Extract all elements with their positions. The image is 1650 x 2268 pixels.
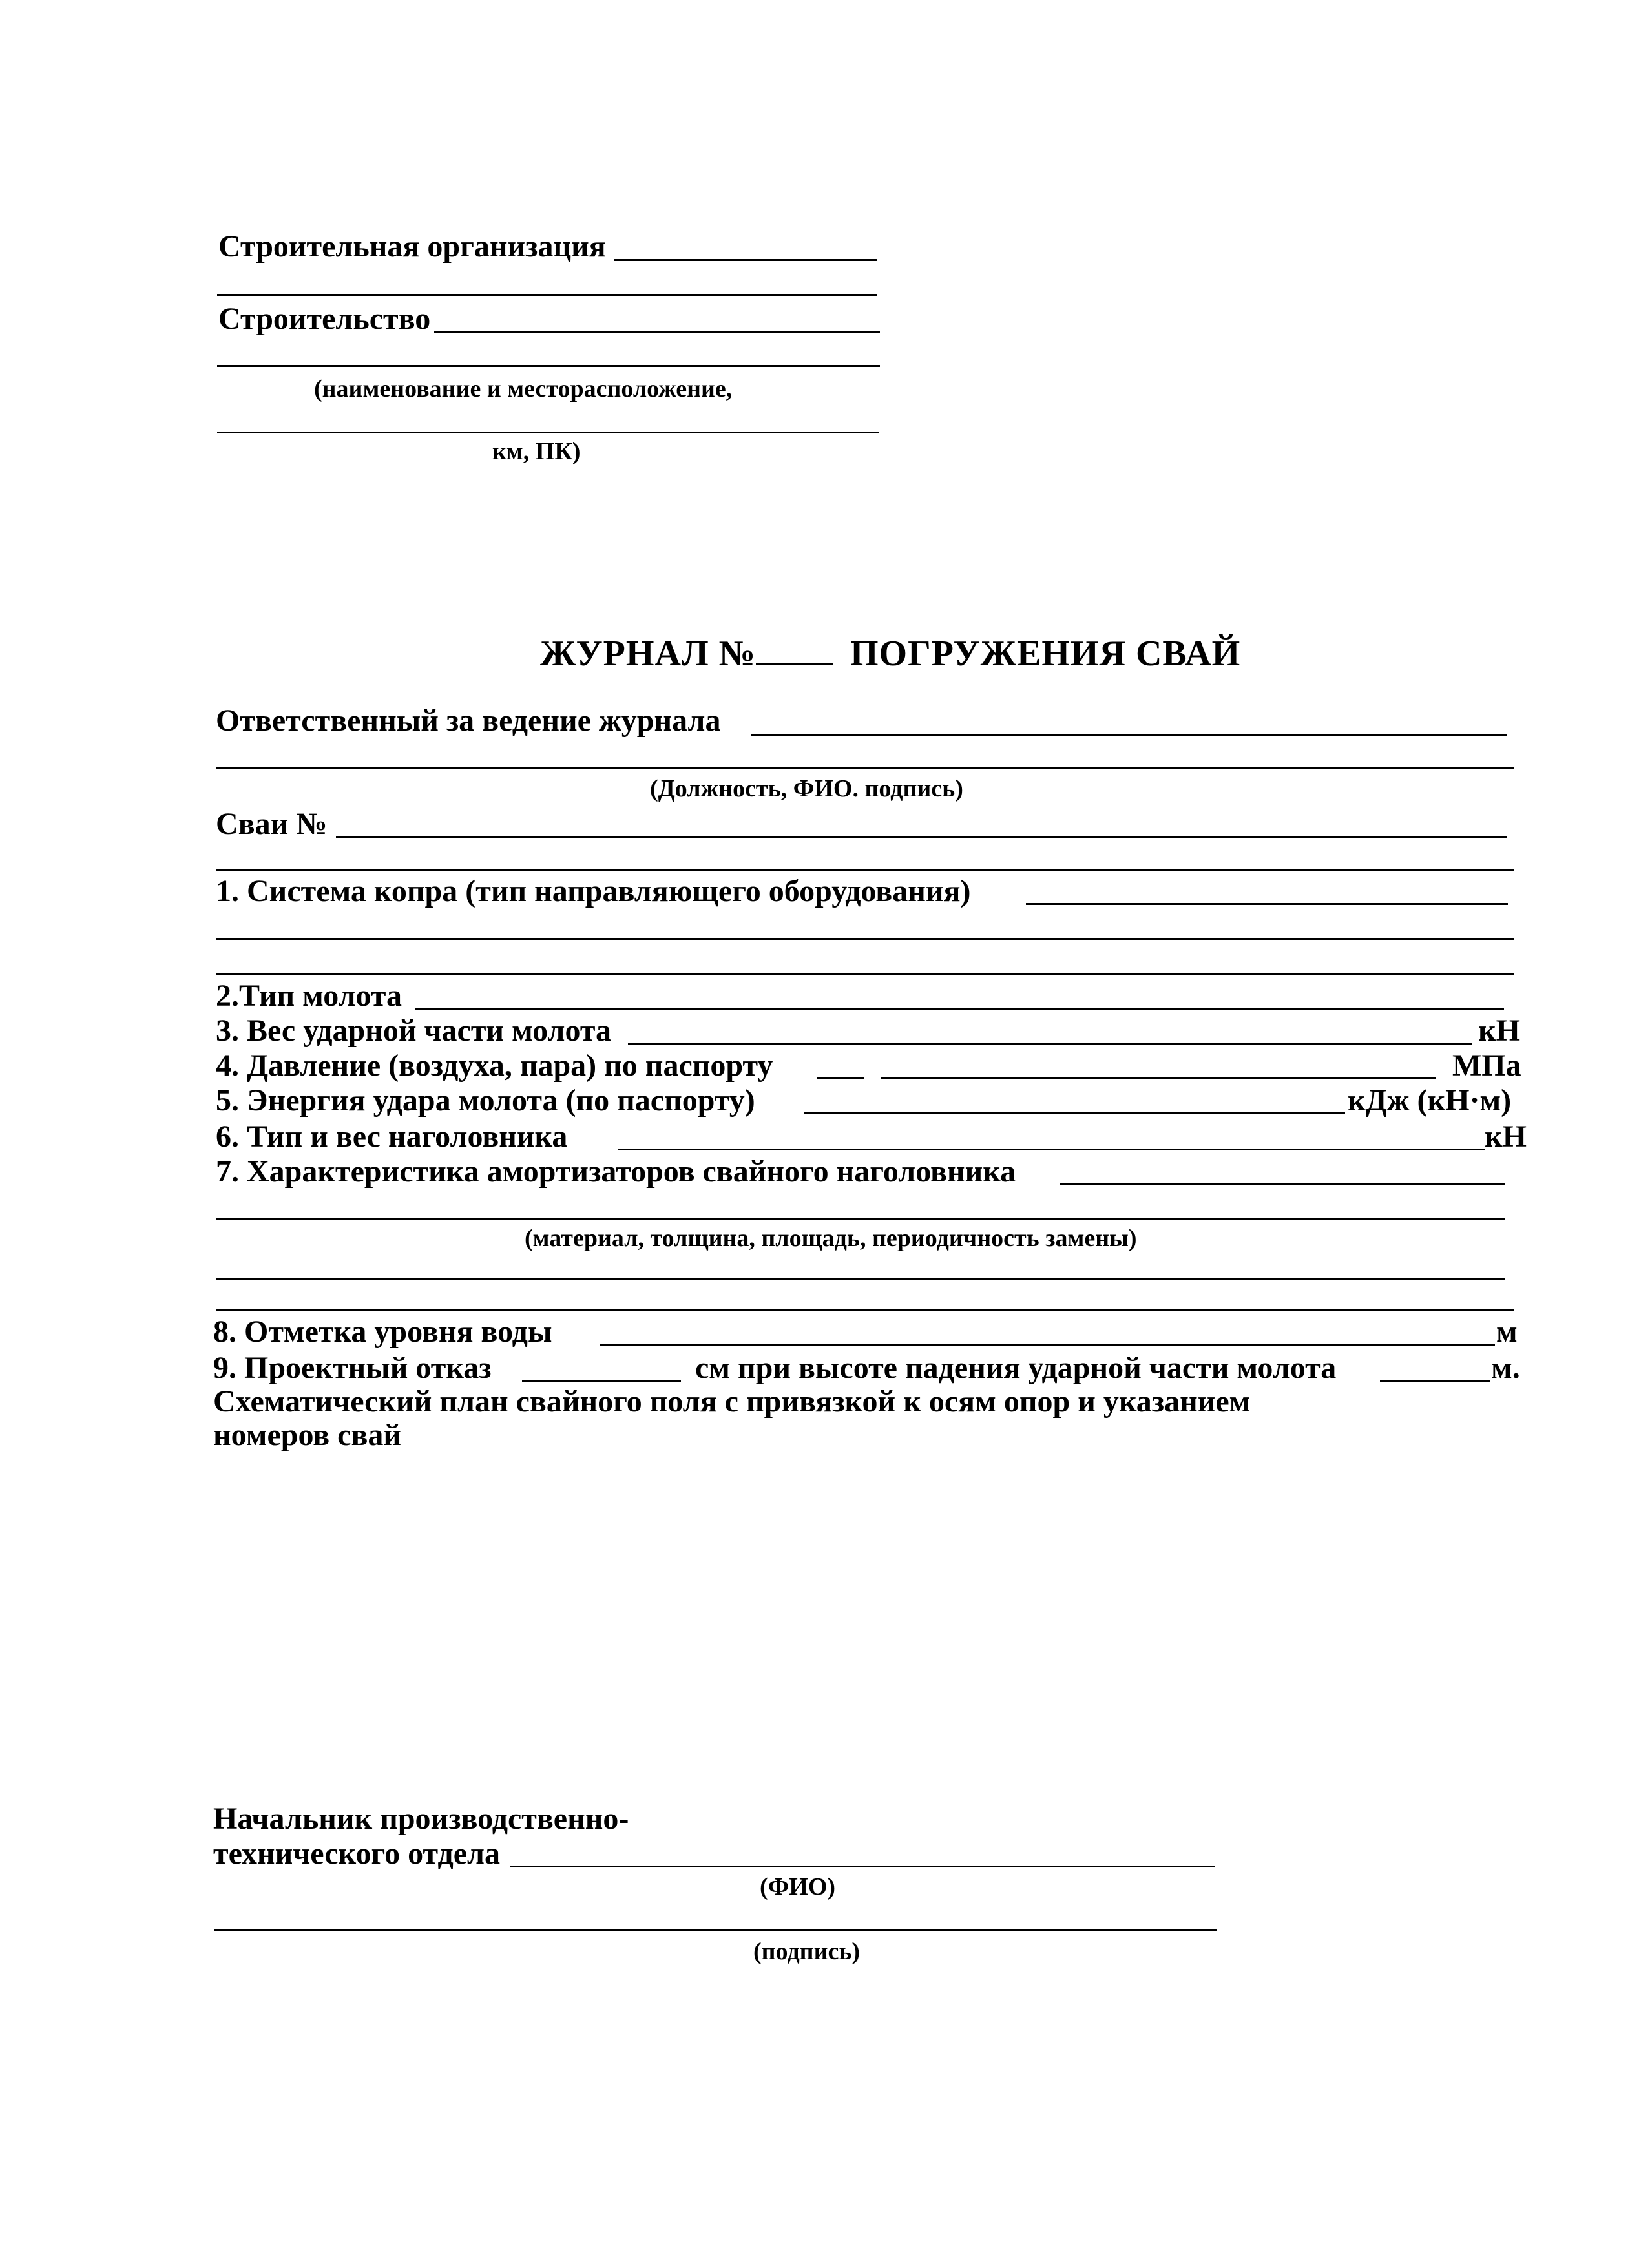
journal-title: ЖУРНАЛ № [540, 634, 756, 674]
org-label: Строительная организация [218, 229, 606, 264]
item4-field-line-a[interactable] [817, 1077, 864, 1079]
item9-refusal-line[interactable] [522, 1380, 681, 1382]
item9-unit: м. [1491, 1351, 1520, 1385]
chief-label-line-2: технического отдела [213, 1836, 500, 1871]
item3-field-line[interactable] [628, 1043, 1472, 1045]
org-field-line-2[interactable] [217, 294, 877, 296]
item7-field-line-4[interactable] [216, 1309, 1514, 1311]
item4-unit: МПа [1452, 1048, 1521, 1083]
item7-label: 7. Характеристика амортизаторов свайного наголовника [216, 1154, 1016, 1189]
construction-field-line-2[interactable] [217, 365, 880, 367]
location-field-line[interactable] [217, 432, 879, 433]
responsible-field-line[interactable] [751, 734, 1507, 736]
item9-height-line[interactable] [1380, 1380, 1490, 1382]
item6-label: 6. Тип и вес наголовника [216, 1119, 568, 1154]
construction-field-line[interactable] [434, 331, 880, 333]
org-field-line[interactable] [614, 259, 877, 261]
item6-unit: кН [1485, 1119, 1527, 1154]
item2-label: 2.Тип молота [216, 979, 402, 1013]
item2-field-line[interactable] [415, 1008, 1504, 1010]
item9-label-a: 9. Проектный отказ [213, 1351, 492, 1385]
piles-label: Сваи № [216, 807, 328, 841]
item5-label: 5. Энергия удара молота (по паспорту) [216, 1083, 755, 1118]
plan-text-line-1: Схематический план свайного поля с привязкой к осям опор и указанием [213, 1384, 1251, 1419]
item9-label-b: см при высоте падения ударной части молота [695, 1351, 1337, 1385]
caption-fio: (ФИО) [760, 1873, 836, 1900]
caption-signature: (подпись) [753, 1938, 861, 1965]
item1-field-line[interactable] [1026, 903, 1508, 905]
item6-field-line[interactable] [618, 1149, 1485, 1150]
plan-text-line-2: номеров свай [213, 1418, 402, 1452]
responsible-field-line-2[interactable] [216, 767, 1514, 769]
item7-field-line-3[interactable] [216, 1278, 1505, 1280]
chief-fio-line[interactable] [510, 1866, 1215, 1867]
item3-label: 3. Вес ударной части молота [216, 1014, 611, 1048]
piles-field-line[interactable] [336, 836, 1507, 838]
responsible-label: Ответственный за ведение журнала [216, 703, 721, 738]
responsible-caption: (Должность, ФИО. подпись) [650, 775, 963, 802]
item7-field-line-2[interactable] [216, 1218, 1505, 1220]
item7-field-line[interactable] [1060, 1183, 1505, 1185]
chief-label-line-1: Начальник производственно- [213, 1802, 629, 1836]
item4-label: 4. Давление (воздуха, пара) по паспорту [216, 1048, 773, 1083]
caption-name-location: (наименование и месторасположение, [314, 375, 733, 402]
item7-caption: (материал, толщина, площадь, периодичность замены) [525, 1225, 1137, 1252]
item5-unit: кДж (кН·м) [1348, 1083, 1512, 1118]
chief-signature-line[interactable] [214, 1929, 1217, 1931]
caption-km-pk: км, ПК) [492, 438, 581, 465]
item5-field-line[interactable] [804, 1112, 1345, 1114]
construction-label: Строительство [218, 302, 431, 336]
journal-number-line[interactable] [756, 663, 833, 665]
item8-field-line[interactable] [600, 1344, 1495, 1346]
item4-field-line-b[interactable] [881, 1077, 1436, 1079]
item8-unit: м [1496, 1315, 1518, 1349]
item1-field-line-2[interactable] [216, 938, 1514, 940]
item1-label: 1. Система копра (тип направляющего оборудования) [216, 874, 971, 908]
item1-field-line-3[interactable] [216, 973, 1514, 975]
item8-label: 8. Отметка уровня воды [213, 1315, 552, 1349]
journal-subject: ПОГРУЖЕНИЯ СВАЙ [850, 634, 1241, 674]
piles-field-line-2[interactable] [216, 869, 1514, 871]
item3-unit: кН [1478, 1014, 1520, 1048]
